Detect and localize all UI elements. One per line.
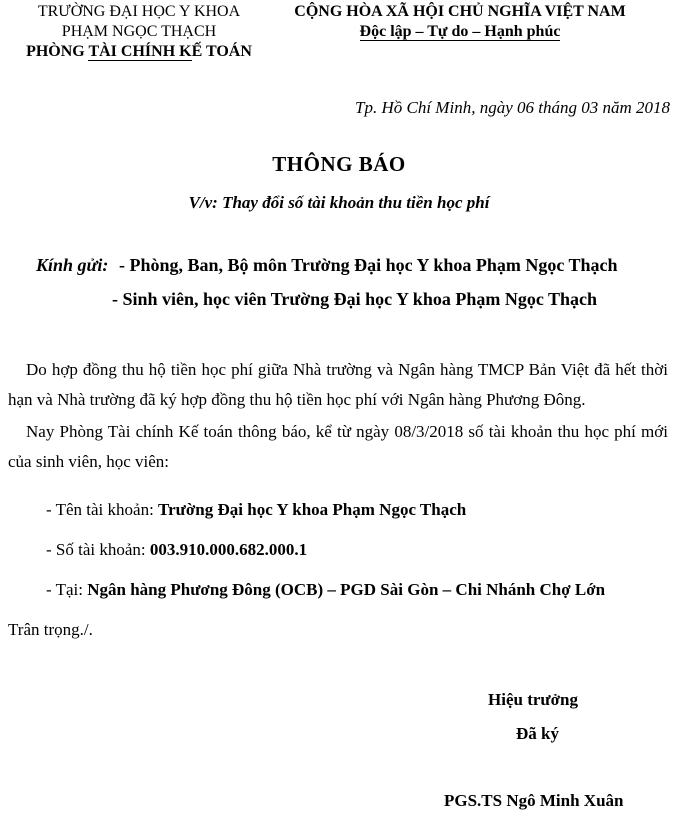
document-title: THÔNG BÁO xyxy=(272,152,406,176)
detail-label: - Tên tài khoản: xyxy=(46,500,159,519)
national-motto-text: Độc lập – Tự do – Hạnh phúc xyxy=(359,23,561,40)
body-paragraph: Nay Phòng Tài chính Kế toán thông báo, kể từ ngày 08/3/2018 số tài khoản thu học phí mới của sinh viên, học viên: xyxy=(8,422,668,471)
signature-status: Đã ký xyxy=(516,724,559,743)
detail-label: - Số tài khoản: xyxy=(46,540,150,559)
signatory-name: PGS.TS Ngô Minh Xuân xyxy=(444,791,624,810)
recipient-item: - Sinh viên, học viên Trường Đại học Y khoa Phạm Ngọc Thạch xyxy=(112,289,598,309)
date-line: Tp. Hồ Chí Minh, ngày 06 tháng 03 năm 2018 xyxy=(355,98,670,117)
detail-value: Ngân hàng Phương Đông (OCB) – PGD Sài Gòn – Chi Nhánh Chợ Lớn xyxy=(87,580,606,599)
detail-value: Trường Đại học Y khoa Phạm Ngọc Thạch xyxy=(158,500,467,519)
sender-header xyxy=(0,2,278,62)
account-name-line xyxy=(46,500,466,520)
department-underlined: TÀI CHÍNH K xyxy=(88,43,192,60)
department-prefix: PHÒNG xyxy=(26,43,89,60)
national-motto xyxy=(260,22,660,42)
nation-name: CỘNG HÒA XÃ HỘI CHỦ NGHĨA VIỆT NAM xyxy=(294,3,626,20)
sender-university-line-1: TRƯỜNG ĐẠI HỌC Y KHOA xyxy=(37,3,241,20)
recipient-item: - Phòng, Ban, Bộ môn Trường Đại học Y khoa Phạm Ngọc Thạch xyxy=(119,255,618,275)
document-subject: V/v: Thay đổi số tài khoản thu tiền học phí xyxy=(188,193,490,212)
detail-value: 003.910.000.682.000.1 xyxy=(149,540,308,559)
closing-line: Trân trọng./. xyxy=(8,620,93,639)
national-header xyxy=(260,2,660,42)
account-number-line xyxy=(46,540,307,560)
recipients-label: Kính gửi: xyxy=(36,255,109,275)
detail-label: - Tại: xyxy=(46,580,88,599)
department-suffix: Ế TOÁN xyxy=(191,43,252,60)
signature-title: Hiệu trưởng xyxy=(488,690,578,709)
bank-line xyxy=(46,580,605,600)
sender-university-line-2: PHẠM NGỌC THẠCH xyxy=(61,23,217,40)
body-paragraph: Do hợp đồng thu hộ tiền học phí giữa Nhà trường và Ngân hàng TMCP Bản Việt đã hết thời hạn và Nhà trường đã ký hợp đồng thu hộ tiền học phí với Ngân hàng Phương Đông. xyxy=(8,360,668,409)
sender-department xyxy=(0,42,278,62)
